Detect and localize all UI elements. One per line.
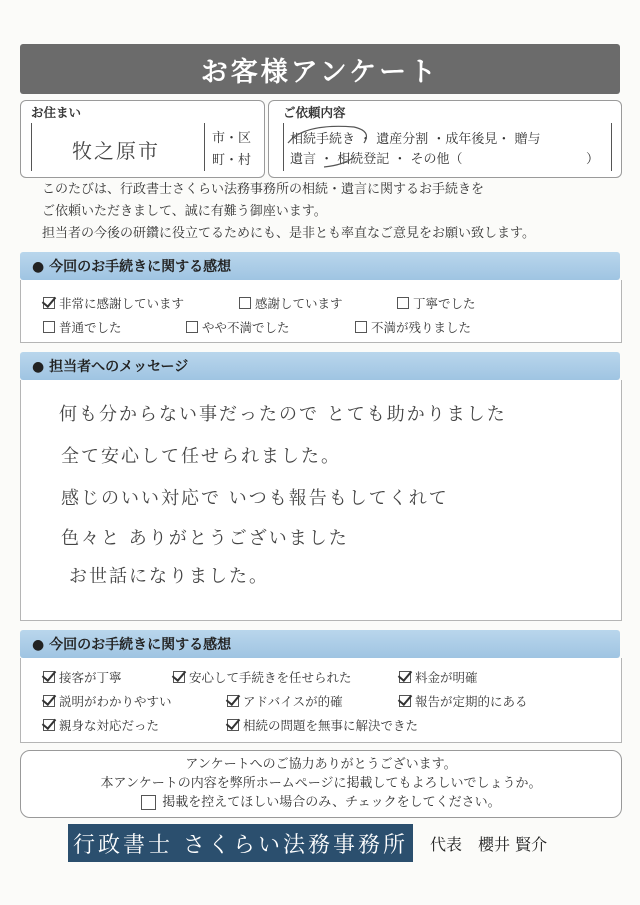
optout-checkbox[interactable]: [141, 795, 156, 810]
option-clear-fee[interactable]: [399, 668, 478, 686]
checkbox-icon[interactable]: [43, 671, 55, 683]
checkbox-icon[interactable]: [355, 321, 367, 333]
survey-title-bar: [20, 44, 620, 94]
request-line-2: 遺言 ・ 相続登記 ・ その他（: [290, 152, 463, 167]
option-label: 報告が定期的にある: [415, 694, 528, 709]
message-line: 感じのいい対応で いつも報告もしてくれて: [61, 488, 449, 509]
office-name: 行政書士 さくらい法務事務所: [73, 832, 408, 858]
checkbox-icon[interactable]: [227, 695, 239, 707]
option-label: 料金が明確: [415, 670, 478, 685]
option-trust[interactable]: [173, 668, 352, 686]
publish-optout[interactable]: [21, 793, 621, 812]
option-label: 感謝しています: [255, 296, 343, 311]
section-1-options: [20, 280, 622, 343]
address-value: 牧之原市: [72, 139, 160, 163]
option-label: 安心して手続きを任せられた: [189, 670, 352, 685]
option-label: 接客が丁寧: [59, 670, 122, 685]
checkbox-icon[interactable]: [43, 695, 55, 707]
checkbox-icon[interactable]: [43, 321, 55, 333]
option-label: 不満が残りました: [371, 320, 472, 335]
selection-circle: [284, 121, 374, 171]
section-2-heading: ● 担当者へのメッセージ: [32, 359, 189, 375]
option-regular-reports[interactable]: [399, 692, 528, 710]
publish-question: 本アンケートの内容を弊所ホームページに掲載してもよろしいでしょうか。: [100, 776, 542, 791]
section-1-heading-text: 今回のお手続きに関する感想: [49, 259, 232, 275]
option-dissatisfied[interactable]: [355, 318, 471, 336]
section-3-heading-text: 今回のお手続きに関する感想: [49, 637, 232, 653]
request-panel: [268, 100, 622, 178]
option-grateful[interactable]: [239, 294, 343, 312]
section-3-heading: ● 今回のお手続きに関する感想: [32, 637, 232, 653]
option-normal[interactable]: [43, 318, 122, 336]
option-slightly-dissatisfied[interactable]: [186, 318, 290, 336]
request-options-box: [283, 123, 612, 171]
representative: 代表 櫻井 賢介: [430, 835, 548, 854]
address-label: お住まい: [31, 105, 82, 120]
checkbox-icon[interactable]: [43, 297, 55, 309]
option-polite[interactable]: [397, 294, 476, 312]
checkbox-icon[interactable]: [399, 695, 411, 707]
office-name-bar: [68, 824, 413, 862]
checkbox-icon[interactable]: [173, 671, 185, 683]
option-label: 普通でした: [59, 320, 122, 335]
option-label: 説明がわかりやすい: [59, 694, 172, 709]
option-label: 非常に感謝しています: [59, 296, 185, 311]
optout-label: 掲載を控えてほしい場合のみ、チェックをしてください。: [162, 795, 501, 810]
message-line: 全て安心して任せられました。: [61, 446, 341, 467]
section-2-heading-text: 担当者へのメッセージ: [49, 359, 189, 375]
section-2-header: [20, 352, 620, 380]
message-line: お世話になりました。: [69, 566, 269, 587]
option-label: 親身な対応だった: [59, 718, 160, 733]
option-accurate-advice[interactable]: [227, 692, 343, 710]
address-suffix-2: 町・村: [212, 153, 252, 168]
option-label: やや不満でした: [202, 320, 290, 335]
checkbox-icon[interactable]: [227, 719, 239, 731]
section-3-options: [20, 658, 622, 743]
section-3-header: [20, 630, 620, 658]
option-polite-service[interactable]: [43, 668, 122, 686]
request-line-1: 相続手続き ・ 遺産分割 ・成年後見・ 贈与: [290, 132, 541, 147]
request-close-paren: ）: [586, 152, 600, 167]
intro-line: このたびは、行政書士さくらい法務事務所の相続・遺言に関するお手続きを: [42, 182, 485, 197]
checkbox-icon[interactable]: [186, 321, 198, 333]
option-clear-explanation[interactable]: [43, 692, 172, 710]
option-label: 相続の問題を無事に解決できた: [243, 718, 419, 733]
address-panel: [20, 100, 265, 178]
survey-title: お客様アンケート: [200, 56, 440, 88]
consent-box: [20, 750, 622, 818]
thanks-text: アンケートへのご協力ありがとうございます。: [185, 757, 457, 772]
option-resolved[interactable]: [227, 716, 418, 734]
checkbox-icon[interactable]: [399, 671, 411, 683]
message-area[interactable]: [20, 380, 622, 621]
option-very-grateful[interactable]: [43, 294, 184, 312]
section-1-heading: ● 今回のお手続きに関する感想: [32, 259, 232, 275]
intro-line: 担当者の今後の研鑽に役立てるためにも、是非とも率直なご意見をお願い致します。: [42, 226, 535, 241]
option-label: アドバイスが的確: [243, 694, 343, 709]
message-line: 色々と ありがとうございました: [61, 528, 349, 549]
address-field[interactable]: [31, 123, 205, 171]
option-label: 丁寧でした: [413, 296, 476, 311]
option-caring[interactable]: [43, 716, 159, 734]
section-1-header: [20, 252, 620, 280]
intro-line: ご依頼いただきまして、誠に有難う御座います。: [42, 204, 327, 219]
checkbox-icon[interactable]: [43, 719, 55, 731]
address-suffix-1: 市・区: [212, 131, 252, 146]
checkbox-icon[interactable]: [397, 297, 409, 309]
checkbox-icon[interactable]: [239, 297, 251, 309]
request-label: ご依頼内容: [283, 105, 346, 120]
message-line: 何も分からない事だったので とても助かりました: [59, 404, 507, 425]
intro-text: [42, 179, 602, 245]
